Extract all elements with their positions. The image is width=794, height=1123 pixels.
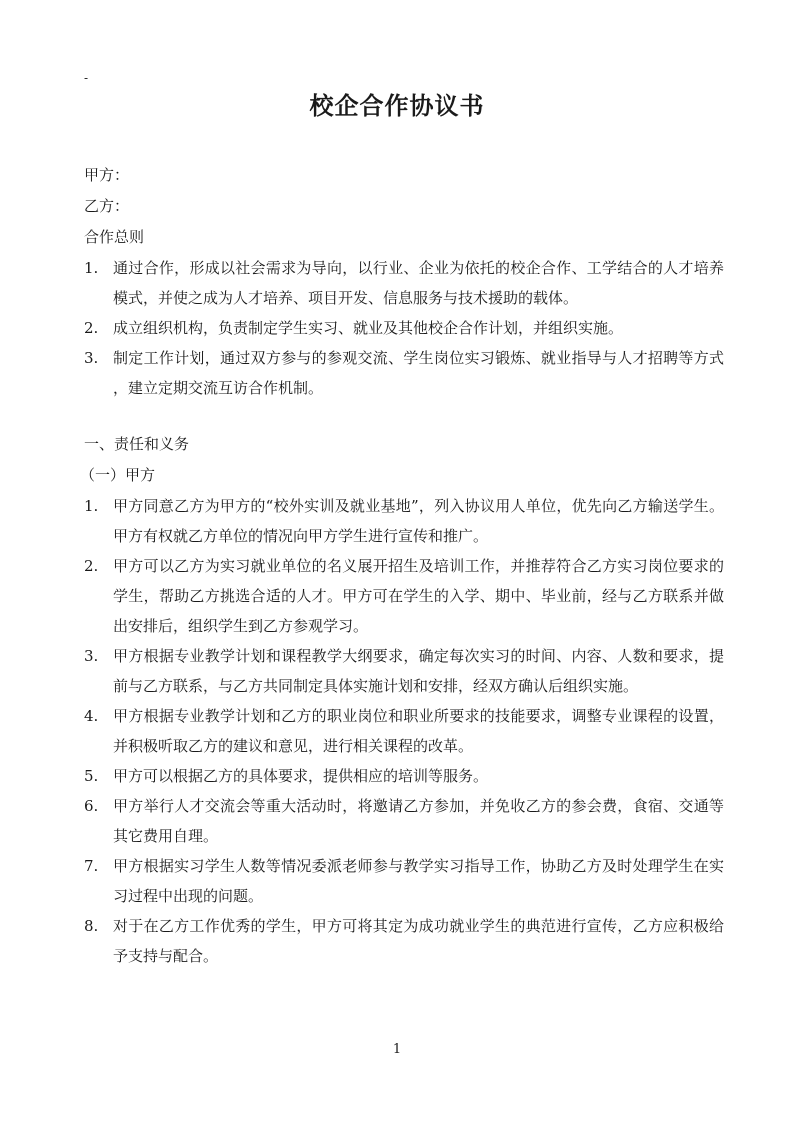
document-title: 校企合作协议书 (309, 91, 485, 120)
subsection-heading: （一）甲方 (80, 466, 156, 484)
item-number: 4. (84, 707, 99, 725)
item-text: 甲方根据专业教学计划和乙方的职业岗位和职业所要求的技能要求，调整专业课程的设置，并积极听取乙方的建议和意见，进行相关课程的改革。 (113, 707, 724, 755)
general-item (84, 253, 724, 313)
item-text: 成立组织机构，负责制定学生实习、就业及其他校企合作计划，并组织实施。 (113, 319, 624, 337)
item-text: 甲方根据实习学生人数等情况委派老师参与教学实习指导工作，协助乙方及时处理学生在实习过程中出现的问题。 (113, 857, 724, 905)
obligation-item (84, 791, 724, 851)
header-mark: - (84, 71, 89, 85)
item-number: 5. (84, 767, 99, 785)
item-text: 对于在乙方工作优秀的学生，甲方可将其定为成功就业学生的典范进行宣传，乙方应积极给予支持与配合。 (113, 917, 724, 965)
item-number: 3. (84, 349, 99, 367)
item-number: 1. (84, 497, 99, 515)
item-number: 6. (84, 797, 99, 815)
obligation-item (84, 851, 724, 911)
obligation-item (84, 491, 724, 551)
document-body (80, 160, 724, 971)
general-item (84, 313, 724, 343)
item-number: 3. (84, 647, 99, 665)
general-principles-heading: 合作总则 (84, 228, 145, 246)
item-text: 甲方可以乙方为实习就业单位的名义展开招生及培训工作，并推荐符合乙方实习岗位要求的学生，帮助乙方挑选合适的人才。甲方可在学生的入学、期中、毕业前，经与乙方联系并做出安排后，组织学生到乙方参观学习。 (113, 557, 724, 635)
obligation-item (84, 701, 724, 761)
item-number: 1. (84, 259, 99, 277)
obligation-item (84, 761, 724, 791)
section-heading: 一、责任和义务 (84, 435, 190, 453)
item-number: 7. (84, 857, 99, 875)
obligation-item (84, 641, 724, 701)
page-number: 1 (392, 1042, 402, 1057)
party-b-line: 乙方： (84, 197, 130, 215)
item-text: 通过合作，形成以社会需求为导向，以行业、企业为依托的校企合作、工学结合的人才培养模式，并使之成为人才培养、项目开发、信息服务与技术援助的载体。 (113, 259, 724, 307)
general-item (84, 343, 724, 403)
item-text: 甲方根据专业教学计划和课程教学大纲要求，确定每次实习的时间、内容、人数和要求，提前与乙方联系，与乙方共同制定具体实施计划和安排，经双方确认后组织实施。 (113, 647, 724, 695)
obligation-item (84, 911, 724, 971)
item-text: 甲方举行人才交流会等重大活动时，将邀请乙方参加，并免收乙方的参会费，食宿、交通等其它费用自理。 (113, 797, 724, 845)
item-number: 2. (84, 319, 99, 337)
item-text: 甲方同意乙方为甲方的“校外实训及就业基地”，列入协议用人单位，优先向乙方输送学生。甲方有权就乙方单位的情况向甲方学生进行宣传和推广。 (113, 497, 724, 545)
obligation-item (84, 551, 724, 641)
item-number: 2. (84, 557, 99, 575)
item-text: 甲方可以根据乙方的具体要求，提供相应的培训等服务。 (113, 767, 489, 785)
item-text: 制定工作计划，通过双方参与的参观交流、学生岗位实习锻炼、就业指导与人才招聘等方式，建立定期交流互访合作机制。 (113, 349, 724, 397)
item-number: 8. (84, 917, 99, 935)
party-a-line: 甲方： (84, 166, 130, 184)
